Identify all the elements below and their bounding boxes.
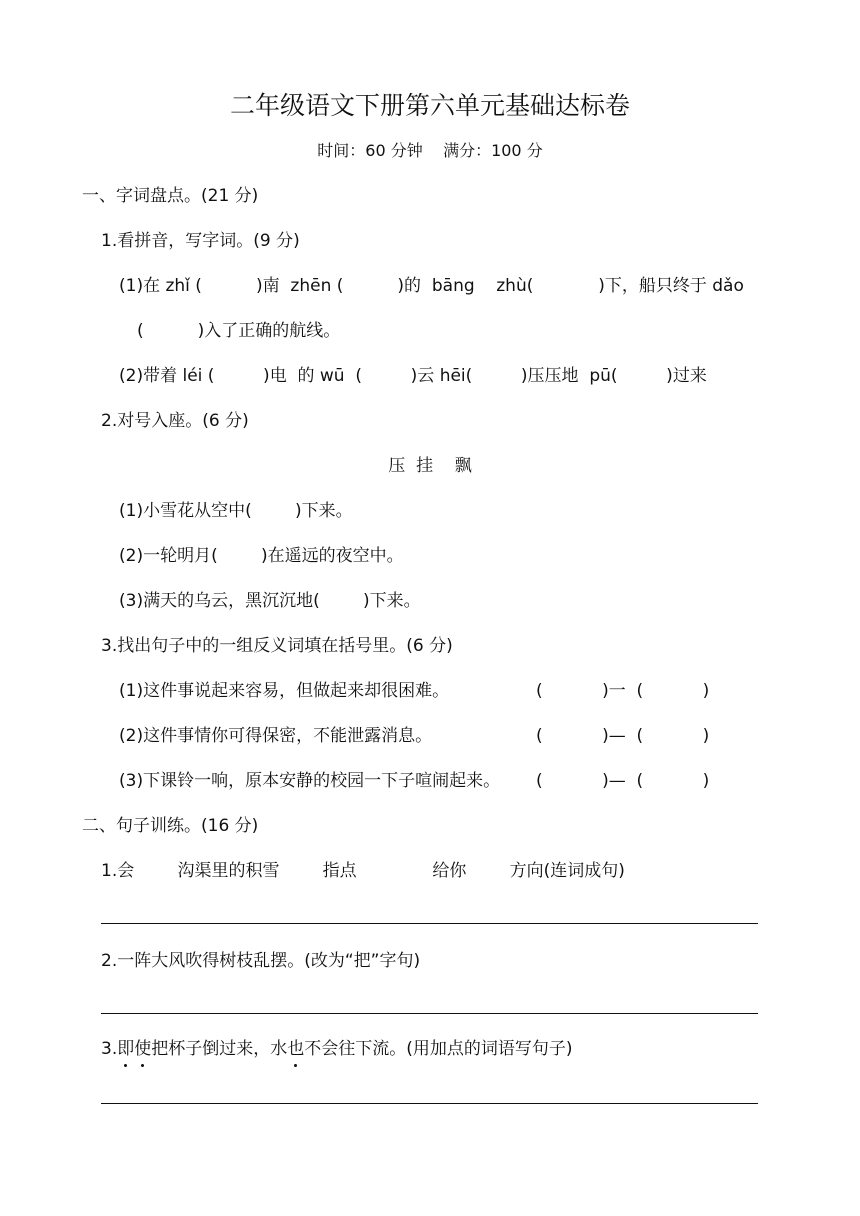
s2-q1-text: 1.会 沟渠里的积雪 指点 给你 方向(连词成句) — [101, 861, 625, 881]
answer-line — [101, 923, 758, 924]
q3-answer-blanks: ( )— ( ) — [536, 726, 710, 746]
q2-heading: 2.对号入座。(6 分) — [101, 411, 249, 431]
exam-info: 时间：60 分钟 满分：100 分 — [317, 141, 543, 160]
q3-sentence: (2)这件事情你可得保密，不能泄露消息。 — [119, 726, 433, 746]
q3-answer-blanks: ( )一 ( ) — [536, 681, 710, 701]
s2-q2-text: 2.一阵大风吹得树枝乱摆。(改为“把”字句) — [101, 951, 421, 971]
section-2-heading: 二、句子训练。(16 分) — [82, 816, 259, 836]
section-1-heading: 一、字词盘点。(21 分) — [82, 186, 259, 206]
emphasis-char: 即 — [117, 1039, 135, 1059]
page-title: 二年级语文下册第六单元基础达标卷 — [229, 91, 630, 120]
q1-line-2: (2)带着 léi ( )电 的 wū ( )云 hēi( )压压地 pū( )过来 — [119, 366, 707, 386]
q3-sentence: (3)下课铃一响，原本安静的校园一下子喧闹起来。 — [119, 771, 501, 791]
q2-item: (2)一轮明月( )在遥远的夜空中。 — [119, 546, 404, 566]
s2-q3-text: 3.即使把杯子倒过来，水也不会往下流。(用加点的词语写句子) — [101, 1039, 573, 1059]
q3-heading: 3.找出句子中的一组反义词填在括号里。(6 分) — [101, 636, 453, 656]
answer-line — [101, 1013, 758, 1014]
word-bank: 压 挂 飘 — [388, 456, 472, 476]
q1-line-1-cont: ( )入了正确的航线。 — [137, 321, 341, 341]
emphasis-char: 也 — [287, 1039, 305, 1059]
q3-sentence: (1)这件事说起来容易，但做起来却很困难。 — [119, 681, 450, 701]
q2-item: (1)小雪花从空中( )下来。 — [119, 501, 353, 521]
q1-line-1: (1)在 zhǐ ( )南 zhēn ( )的 bāng zhù( )下，船只终于 dǎo — [119, 276, 744, 296]
q2-item: (3)满天的乌云，黑沉沉地( )下来。 — [119, 591, 421, 611]
emphasis-char: 使 — [134, 1039, 152, 1059]
q3-answer-blanks: ( )— ( ) — [536, 771, 710, 791]
answer-line — [101, 1103, 758, 1104]
q1-heading: 1.看拼音，写字词。(9 分) — [101, 231, 300, 251]
